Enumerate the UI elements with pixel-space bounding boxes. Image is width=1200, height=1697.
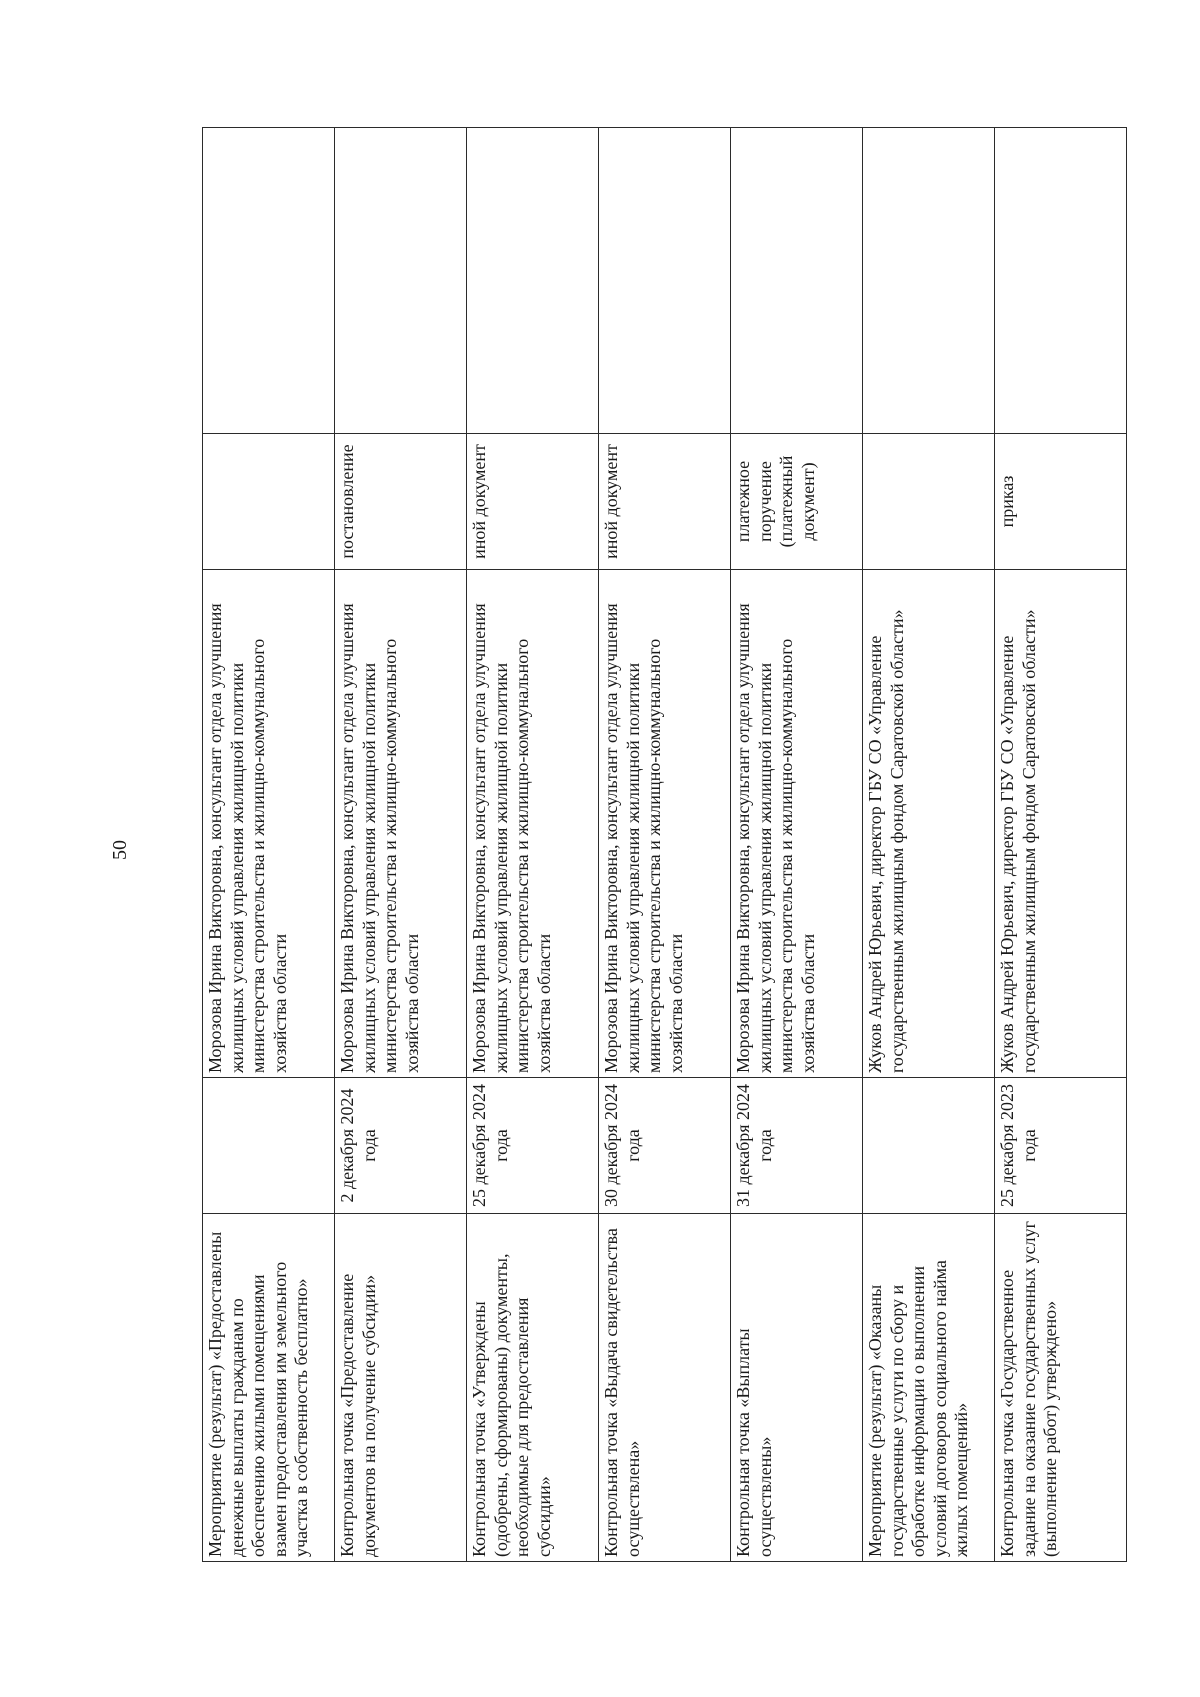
event-cell: Мероприятие (результат) «Оказаны государственные услуги по сбору и обработке информации о выполнении условий договоров социального найма жилых помещений» (863, 1214, 995, 1562)
plan-table (202, 127, 1127, 1562)
date-cell (203, 1078, 335, 1214)
event-cell: Мероприятие (результат) «Предоставлены денежные выплаты гражданам по обеспечению жилыми помещениями взамен предоставления им земельного участка в собственность бесплатно» (203, 1214, 335, 1562)
extra-cell (731, 128, 863, 434)
date-cell: 31 декабря 2024 года (731, 1078, 863, 1214)
table-row (731, 128, 863, 1562)
page-number: 50 (109, 840, 131, 860)
extra-cell (467, 128, 599, 434)
date-cell: 30 декабря 2024 года (599, 1078, 731, 1214)
extra-cell (995, 128, 1127, 434)
extra-cell (203, 128, 335, 434)
responsible-cell: Морозова Ирина Викторовна, консультант отдела улучшения жилищных условий управления жилищной политики министерства строительства и жилищно-коммунального хозяйства области (731, 570, 863, 1078)
table-row (995, 128, 1127, 1562)
extra-cell (863, 128, 995, 434)
responsible-cell: Морозова Ирина Викторовна, консультант отдела улучшения жилищных условий управления жилищной политики министерства строительства и жилищно-коммунального хозяйства области (203, 570, 335, 1078)
responsible-cell: Морозова Ирина Викторовна, консультант отдела улучшения жилищных условий управления жилищной политики министерства строительства и жилищно-коммунального хозяйства области (335, 570, 467, 1078)
responsible-cell: Морозова Ирина Викторовна, консультант отдела улучшения жилищных условий управления жилищной политики министерства строительства и жилищно-коммунального хозяйства области (599, 570, 731, 1078)
document-cell: иной документ (467, 434, 599, 570)
table-row (467, 128, 599, 1562)
event-cell: Контрольная точка «Предоставление документов на получение субсидии» (335, 1214, 467, 1562)
extra-cell (599, 128, 731, 434)
plan-table-wrapper (202, 128, 1134, 1562)
table-row (203, 128, 335, 1562)
document-cell: иной документ (599, 434, 731, 570)
event-cell: Контрольная точка «Утверждены (одобрены, сформированы) документы, необходимые для предоставления субсидии» (467, 1214, 599, 1562)
responsible-cell: Морозова Ирина Викторовна, консультант отдела улучшения жилищных условий управления жилищной политики министерства строительства и жилищно-коммунального хозяйства области (467, 570, 599, 1078)
table-row (335, 128, 467, 1562)
extra-cell (335, 128, 467, 434)
responsible-cell: Жуков Андрей Юрьевич, директор ГБУ СО «Управление государственным жилищным фондом Саратовской области» (995, 570, 1127, 1078)
date-cell: 25 декабря 2023 года (995, 1078, 1127, 1214)
table-row (599, 128, 731, 1562)
document-cell: постановление (335, 434, 467, 570)
date-cell: 25 декабря 2024 года (467, 1078, 599, 1214)
document-cell: платежное поручение (платежный документ) (731, 434, 863, 570)
document-cell: приказ (995, 434, 1127, 570)
document-cell (203, 434, 335, 570)
table-row (863, 128, 995, 1562)
date-cell: 2 декабря 2024 года (335, 1078, 467, 1214)
event-cell: Контрольная точка «Государственное задание на оказание государственных услуг (выполнение работ) утверждено» (995, 1214, 1127, 1562)
document-cell (863, 434, 995, 570)
event-cell: Контрольная точка «Выплаты осуществлены» (731, 1214, 863, 1562)
event-cell: Контрольная точка «Выдача свидетельства осуществлена» (599, 1214, 731, 1562)
date-cell (863, 1078, 995, 1214)
responsible-cell: Жуков Андрей Юрьевич, директор ГБУ СО «Управление государственным жилищным фондом Саратовской области» (863, 570, 995, 1078)
